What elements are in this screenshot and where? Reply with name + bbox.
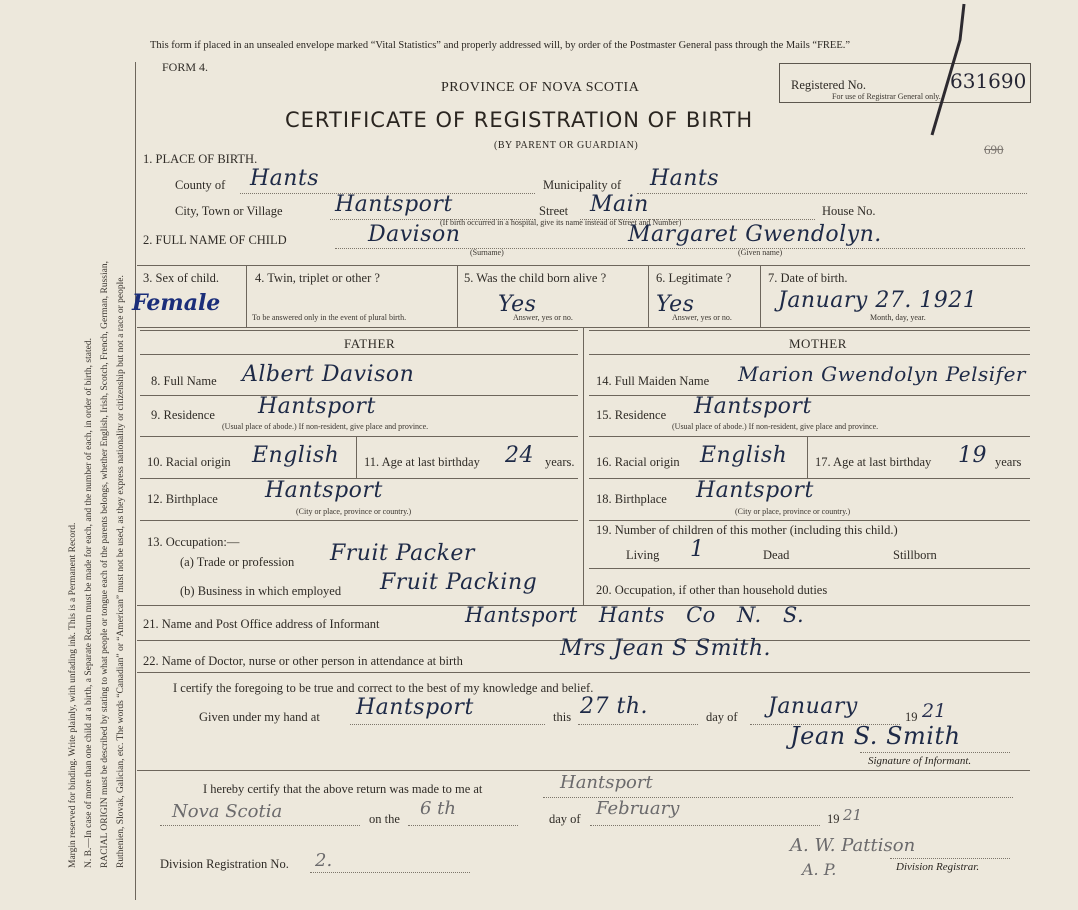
- certify-day-of-label: day of: [706, 710, 738, 724]
- child-surname: Davison: [368, 222, 461, 247]
- father-birthplace: Hantsport: [265, 478, 383, 503]
- municipality-value: Hants: [650, 166, 720, 191]
- child-given-name: Margaret Gwendolyn.: [628, 222, 882, 247]
- hospital-note: (If birth occurred in a hospital, give its name instead of Street and Number): [440, 218, 682, 227]
- birth-date-note: Month, day, year.: [870, 313, 926, 322]
- father-birthplace-label: 12. Birthplace: [147, 492, 218, 506]
- doctor-label: 22. Name of Doctor, nurse or other person in attendance at birth: [143, 654, 463, 668]
- registered-label: Registered No.: [791, 78, 866, 92]
- mother-years-label: years: [995, 455, 1022, 469]
- registrar-year-prefix: 19: [827, 812, 840, 826]
- given-under-label: Given under my hand at: [199, 710, 320, 724]
- sex-value: Female: [132, 290, 221, 316]
- registrar-place: Hantsport: [560, 772, 653, 793]
- mother-birthplace-note: (City or place, province or country.): [735, 507, 851, 516]
- certify-year: 21: [922, 700, 947, 722]
- certify-month: January: [768, 694, 858, 719]
- registrar-day: 6 th: [420, 798, 456, 819]
- margin-note-racial-origin-cont: Ruthenien, Slovak, Galician, etc. The words “Canadian” or “American” must not be used, as they express nationality or citizenship but not a race or people.: [116, 275, 126, 868]
- father-racial-label: 10. Racial origin: [147, 455, 231, 469]
- mother-dead-label: Dead: [763, 548, 790, 562]
- given-name-note: (Given name): [738, 248, 783, 257]
- father-residence-label: 9. Residence: [151, 408, 215, 422]
- legitimate-note: Answer, yes or no.: [672, 313, 732, 322]
- informant-signature: Jean S. Smith: [790, 722, 961, 750]
- registrar-statement: I hereby certify that the above return was made to me at: [203, 782, 483, 796]
- mother-age-label: 17. Age at last birthday: [815, 455, 932, 469]
- mother-heading: MOTHER: [789, 336, 847, 351]
- municipality-label: Municipality of: [543, 178, 622, 192]
- twin-label: 4. Twin, triplet or other ?: [255, 271, 380, 285]
- father-years-label: years.: [545, 455, 575, 469]
- certify-day: 27 th.: [580, 694, 648, 719]
- father-heading: FATHER: [344, 336, 396, 351]
- county-value: Hants: [250, 166, 320, 191]
- mail-notice: This form if placed in an unsealed envelope marked “Vital Statistics” and properly addressed will, by order of the Postmaster General pass through the Mails “FREE.”: [150, 40, 851, 51]
- father-name: Albert Davison: [242, 362, 415, 387]
- father-residence: Hantsport: [258, 394, 376, 419]
- father-racial: English: [252, 443, 340, 468]
- mother-birthplace-label: 18. Birthplace: [596, 492, 667, 506]
- registrar-on-the-label: on the: [369, 812, 400, 826]
- father-occupation-label: 13. Occupation:—: [147, 535, 240, 549]
- father-business: Fruit Packing: [380, 570, 538, 595]
- mother-occupation-label: 20. Occupation, if other than household duties: [596, 583, 828, 597]
- certificate-subtitle: (BY PARENT OR GUARDIAN): [494, 140, 639, 151]
- this-label: this: [553, 710, 572, 724]
- sex-label: 3. Sex of child.: [143, 271, 220, 285]
- given-place: Hantsport: [356, 695, 474, 720]
- father-business-label: (b) Business in which employed: [180, 584, 342, 598]
- city-label: City, Town or Village: [175, 204, 283, 218]
- registrar-signature: A. W. Pattison: [790, 835, 916, 856]
- mother-racial-label: 16. Racial origin: [596, 455, 680, 469]
- legitimate-value: Yes: [656, 292, 695, 317]
- father-name-label: 8. Full Name: [151, 374, 217, 388]
- mother-residence-note: (Usual place of abode.) If non-resident, give place and province.: [672, 422, 879, 431]
- father-residence-note: (Usual place of abode.) If non-resident, give place and province.: [222, 422, 429, 431]
- division-registration-label: Division Registration No.: [160, 857, 289, 871]
- father-age: 24: [505, 443, 534, 468]
- margin-note-binding: Margin reserved for binding. Write plainly, with unfading ink. This is a Permanent Record.: [68, 522, 78, 868]
- born-alive-value: Yes: [498, 292, 537, 317]
- mother-living-label: Living: [626, 548, 660, 562]
- mother-children-label: 19. Number of children of this mother (including this child.): [596, 523, 898, 537]
- mother-stillborn-label: Stillborn: [893, 548, 937, 562]
- mother-residence: Hantsport: [694, 394, 812, 419]
- child-name-label: 2. FULL NAME OF CHILD: [143, 233, 287, 247]
- registered-number: 631690: [950, 69, 1027, 93]
- mother-name: Marion Gwendolyn Pelsifer: [738, 362, 1026, 386]
- margin-note-multiple-births: N. B.—In case of more than one child at a birth, a Separate Return must be made for each, and the number of each, in order of birth, stated.: [84, 338, 94, 868]
- father-trade-label: (a) Trade or profession: [180, 555, 295, 569]
- province-heading: PROVINCE OF NOVA SCOTIA: [441, 80, 640, 95]
- corner-number: 690: [984, 142, 1004, 157]
- margin-note-racial-origin: RACIAL ORIGIN must be described by stating to what people or tongue each of the parents belongs, whether English, Irish, Scotch, French, German, Russian,: [100, 261, 110, 868]
- mother-name-label: 14. Full Maiden Name: [596, 374, 710, 388]
- informant-label: 21. Name and Post Office address of Informant: [143, 617, 380, 631]
- signature-label: Signature of Informant.: [868, 755, 972, 767]
- division-registration-number: 2.: [315, 850, 333, 871]
- registrar-initials: A. P.: [802, 860, 837, 879]
- born-alive-label: 5. Was the child born alive ?: [464, 271, 607, 285]
- born-alive-note: Answer, yes or no.: [513, 313, 573, 322]
- city-value: Hantsport: [335, 192, 453, 217]
- doctor-value: Mrs Jean S Smith.: [560, 636, 771, 661]
- registrar-note: For use of Registrar General only.: [832, 92, 941, 101]
- certify-statement: I certify the foregoing to be true and correct to the best of my knowledge and belief.: [173, 681, 594, 695]
- registrar-province: Nova Scotia: [172, 801, 283, 822]
- form-left-border: [135, 62, 136, 900]
- mother-age: 19: [958, 443, 987, 468]
- father-age-label: 11. Age at last birthday: [364, 455, 480, 469]
- father-trade: Fruit Packer: [330, 541, 475, 566]
- certify-year-prefix: 19: [905, 710, 918, 724]
- street-value: Main: [590, 192, 649, 217]
- birth-date-label: 7. Date of birth.: [768, 271, 848, 285]
- registrar-year: 21: [843, 806, 863, 824]
- pencil-check-mark: [920, 0, 980, 140]
- mother-birthplace: Hantsport: [696, 478, 814, 503]
- house-number-label: House No.: [822, 204, 876, 218]
- place-of-birth-label: 1. PLACE OF BIRTH.: [143, 152, 258, 166]
- county-label: County of: [175, 178, 226, 192]
- row3-top-rule: [137, 265, 1030, 266]
- parents-divider: [583, 327, 584, 605]
- mother-living: 1: [690, 537, 705, 562]
- surname-note: (Surname): [470, 248, 504, 257]
- certificate-title: CERTIFICATE OF REGISTRATION OF BIRTH: [285, 108, 754, 132]
- division-registrar-label: Division Registrar.: [896, 861, 980, 873]
- street-label: Street: [539, 204, 569, 218]
- form-number: FORM 4.: [162, 60, 209, 74]
- birth-date-value: January 27. 1921: [778, 288, 978, 313]
- father-birthplace-note: (City or place, province or country.): [296, 507, 412, 516]
- mother-racial: English: [700, 443, 788, 468]
- legitimate-label: 6. Legitimate ?: [656, 271, 732, 285]
- twin-note: To be answered only in the event of plural birth.: [252, 313, 407, 322]
- registrar-month: February: [596, 798, 680, 819]
- informant-value: Hantsport Hants Co N. S.: [465, 603, 805, 627]
- registrar-day-of-label: day of: [549, 812, 581, 826]
- mother-residence-label: 15. Residence: [596, 408, 667, 422]
